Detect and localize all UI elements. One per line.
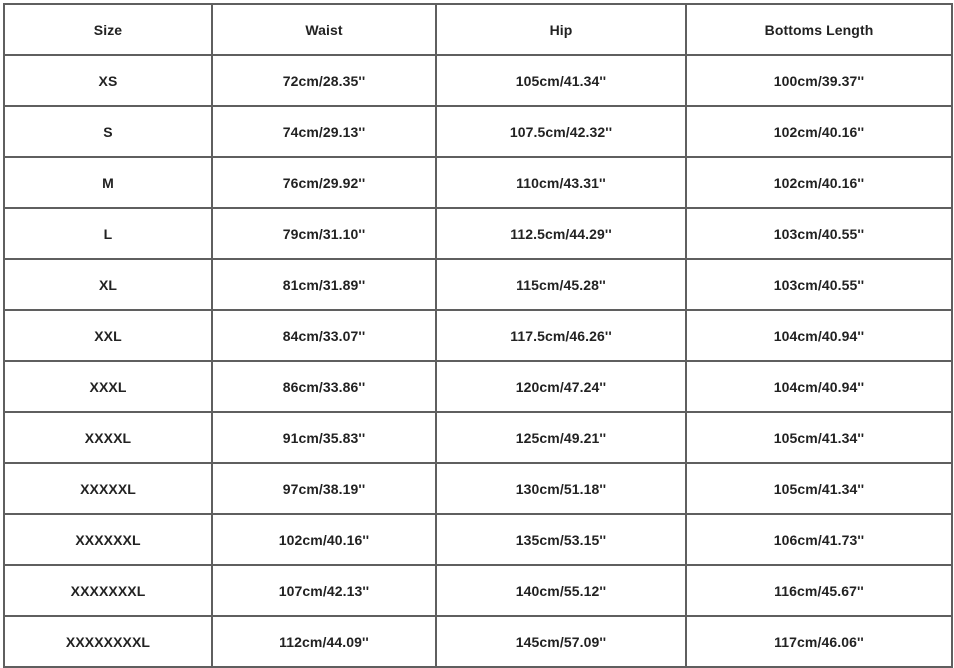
cell-hip: 125cm/49.21'' — [436, 412, 686, 463]
table-row — [4, 616, 952, 667]
cell-waist: 79cm/31.10'' — [212, 208, 436, 259]
cell-bottoms-length: 104cm/40.94'' — [686, 361, 952, 412]
header-hip: Hip — [436, 4, 686, 55]
cell-waist: 102cm/40.16'' — [212, 514, 436, 565]
cell-size: XXXXXXXXL — [4, 616, 212, 667]
table-row — [4, 106, 952, 157]
table-row — [4, 157, 952, 208]
cell-bottoms-length: 100cm/39.37'' — [686, 55, 952, 106]
cell-size: XXL — [4, 310, 212, 361]
cell-waist: 91cm/35.83'' — [212, 412, 436, 463]
cell-hip: 110cm/43.31'' — [436, 157, 686, 208]
cell-waist: 84cm/33.07'' — [212, 310, 436, 361]
cell-hip: 112.5cm/44.29'' — [436, 208, 686, 259]
cell-hip: 117.5cm/46.26'' — [436, 310, 686, 361]
cell-hip: 130cm/51.18'' — [436, 463, 686, 514]
table-row — [4, 361, 952, 412]
cell-waist: 107cm/42.13'' — [212, 565, 436, 616]
cell-hip: 140cm/55.12'' — [436, 565, 686, 616]
table-row — [4, 208, 952, 259]
size-chart-table — [3, 3, 953, 668]
table-row — [4, 412, 952, 463]
cell-waist: 86cm/33.86'' — [212, 361, 436, 412]
cell-waist: 81cm/31.89'' — [212, 259, 436, 310]
cell-hip: 135cm/53.15'' — [436, 514, 686, 565]
cell-waist: 112cm/44.09'' — [212, 616, 436, 667]
cell-size: XXXXXXL — [4, 514, 212, 565]
cell-size: XXXXL — [4, 412, 212, 463]
cell-size: L — [4, 208, 212, 259]
cell-waist: 76cm/29.92'' — [212, 157, 436, 208]
cell-waist: 97cm/38.19'' — [212, 463, 436, 514]
cell-bottoms-length: 105cm/41.34'' — [686, 463, 952, 514]
cell-bottoms-length: 102cm/40.16'' — [686, 106, 952, 157]
cell-bottoms-length: 103cm/40.55'' — [686, 259, 952, 310]
cell-bottoms-length: 116cm/45.67'' — [686, 565, 952, 616]
table-row — [4, 463, 952, 514]
table-row — [4, 55, 952, 106]
cell-bottoms-length: 103cm/40.55'' — [686, 208, 952, 259]
size-chart — [3, 3, 951, 653]
cell-hip: 120cm/47.24'' — [436, 361, 686, 412]
cell-hip: 107.5cm/42.32'' — [436, 106, 686, 157]
table-row — [4, 565, 952, 616]
table-header-row — [4, 4, 952, 55]
cell-size: XL — [4, 259, 212, 310]
cell-bottoms-length: 104cm/40.94'' — [686, 310, 952, 361]
cell-bottoms-length: 117cm/46.06'' — [686, 616, 952, 667]
cell-waist: 72cm/28.35'' — [212, 55, 436, 106]
header-waist: Waist — [212, 4, 436, 55]
cell-size: S — [4, 106, 212, 157]
cell-size: XXXXXL — [4, 463, 212, 514]
cell-bottoms-length: 105cm/41.34'' — [686, 412, 952, 463]
cell-size: XXXXXXXL — [4, 565, 212, 616]
table-row — [4, 310, 952, 361]
table-row — [4, 514, 952, 565]
cell-bottoms-length: 106cm/41.73'' — [686, 514, 952, 565]
cell-bottoms-length: 102cm/40.16'' — [686, 157, 952, 208]
cell-waist: 74cm/29.13'' — [212, 106, 436, 157]
cell-size: XXXL — [4, 361, 212, 412]
cell-size: M — [4, 157, 212, 208]
header-bottoms-length: Bottoms Length — [686, 4, 952, 55]
cell-hip: 145cm/57.09'' — [436, 616, 686, 667]
table-row — [4, 259, 952, 310]
cell-hip: 105cm/41.34'' — [436, 55, 686, 106]
header-size: Size — [4, 4, 212, 55]
cell-size: XS — [4, 55, 212, 106]
cell-hip: 115cm/45.28'' — [436, 259, 686, 310]
